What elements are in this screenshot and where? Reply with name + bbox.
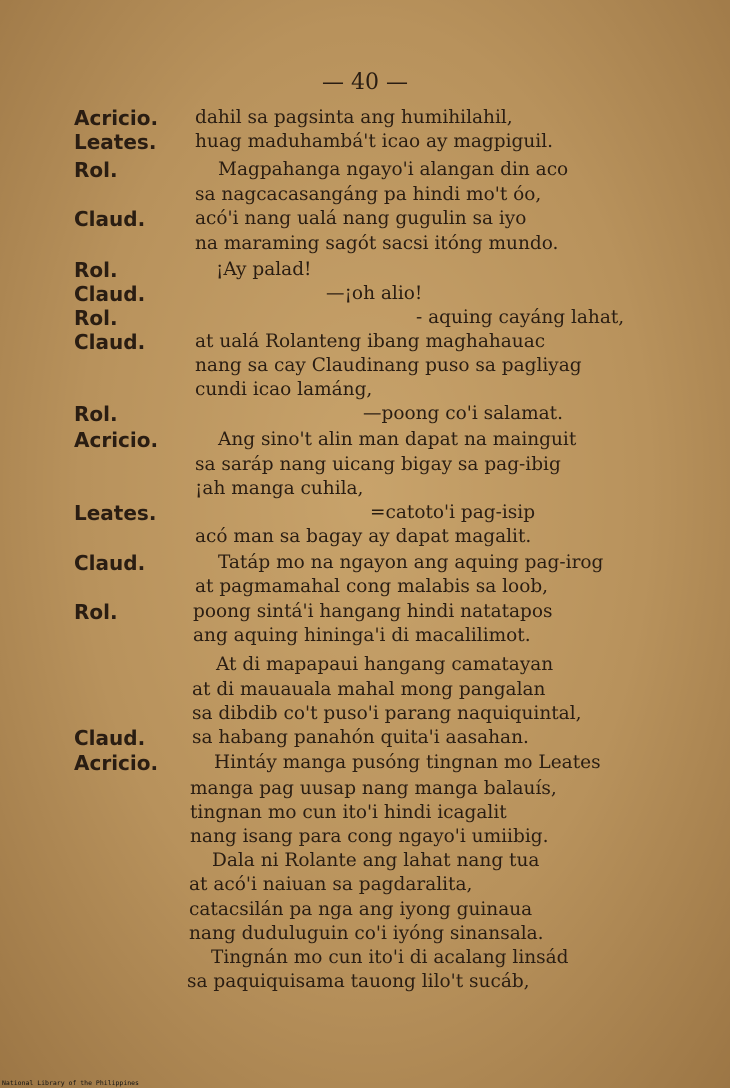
verse-text: At di mapapaui hangang camatayan xyxy=(216,654,554,675)
speaker-name: Rol. xyxy=(74,600,118,624)
verse-text: nang isang para cong ngayo'i umiibig. xyxy=(190,826,549,847)
dialogue-line xyxy=(0,600,730,624)
verse-text: at ualá Rolanteng ibang maghahauac xyxy=(195,331,546,352)
dialogue-line xyxy=(0,726,730,750)
dialogue-line xyxy=(0,551,730,575)
speaker-name: Claud. xyxy=(74,282,146,306)
verse-text: at acó'i naiuan sa pagdaralita, xyxy=(189,874,473,895)
dialogue-line xyxy=(0,258,730,282)
verse-text: ¡ah manga cuhila, xyxy=(195,478,364,499)
dialogue-line xyxy=(0,158,730,182)
dialogue-line xyxy=(0,106,730,130)
dialogue-line xyxy=(0,428,730,452)
speaker-name: Acricio. xyxy=(74,751,159,775)
dialogue-line xyxy=(0,306,730,330)
page-number: — 40 — xyxy=(322,70,408,95)
dialogue-line xyxy=(0,282,730,306)
verse-text: sa paquiquisama tauong lilo't sucáb, xyxy=(187,971,530,992)
speaker-name: Acricio. xyxy=(74,106,159,130)
verse-text: Ang sino't alin man dapat na mainguit xyxy=(218,429,577,450)
dialogue-line xyxy=(0,183,730,207)
speaker-name: Claud. xyxy=(74,330,146,354)
verse-text: sa dibdib co't puso'i parang naquiquintal, xyxy=(192,703,582,724)
verse-text: catacsilán pa nga ang iyong guinaua xyxy=(189,899,533,920)
dialogue-line xyxy=(0,330,730,354)
verse-text: sa saráp nang uicang bigay sa pag-ibig xyxy=(195,454,561,475)
dialogue-line xyxy=(0,378,730,402)
verse-text: ¡Ay palad! xyxy=(216,259,312,280)
dialogue-line xyxy=(0,354,730,378)
verse-text: poong sintá'i hangang hindi natatapos xyxy=(193,601,553,622)
library-footer: National Library of the Philippines xyxy=(2,1079,139,1087)
verse-text: sa nagcacasangáng pa hindi mo't óo, xyxy=(195,184,542,205)
verse-text: Tatáp mo na ngayon ang aquing pag-irog xyxy=(218,552,604,573)
verse-text: sa habang panahón quita'i aasahan. xyxy=(192,727,529,748)
speaker-name: Claud. xyxy=(74,726,146,750)
dialogue-line xyxy=(0,946,730,970)
verse-text: Magpahanga ngayo'i alangan din aco xyxy=(218,159,569,180)
dialogue-line xyxy=(0,575,730,599)
speaker-name: Rol. xyxy=(74,258,118,282)
speaker-name: Rol. xyxy=(74,158,118,182)
dialogue-line xyxy=(0,849,730,873)
dialogue-line xyxy=(0,402,730,426)
verse-text: nang sa cay Claudinang puso sa pagliyag xyxy=(195,355,582,376)
dialogue-line xyxy=(0,678,730,702)
verse-text: - aquing cayáng lahat, xyxy=(416,307,625,328)
dialogue-line xyxy=(0,751,730,775)
dialogue-line xyxy=(0,922,730,946)
verse-text: nang duduluguin co'i iyóng sinansala. xyxy=(189,923,544,944)
dialogue-line xyxy=(0,624,730,648)
dialogue-line xyxy=(0,825,730,849)
verse-text: dahil sa pagsinta ang humihilahil, xyxy=(195,107,513,128)
dialogue-line xyxy=(0,525,730,549)
dialogue-line xyxy=(0,873,730,897)
dialogue-line xyxy=(0,898,730,922)
dialogue-line xyxy=(0,501,730,525)
verse-text: acó man sa bagay ay dapat magalit. xyxy=(195,526,532,547)
speaker-name: Leates. xyxy=(74,130,157,154)
dialogue-line xyxy=(0,801,730,825)
dialogue-line xyxy=(0,477,730,501)
speaker-name: Rol. xyxy=(74,402,118,426)
verse-text: at di mauauala mahal mong pangalan xyxy=(192,679,546,700)
verse-text: cundi icao lamáng, xyxy=(195,379,373,400)
dialogue-line xyxy=(0,130,730,154)
verse-text: acó'i nang ualá nang gugulin sa iyo xyxy=(195,208,527,229)
speaker-name: Leates. xyxy=(74,501,157,525)
dialogue-line xyxy=(0,777,730,801)
speaker-name: Claud. xyxy=(74,207,146,231)
dialogue-line xyxy=(0,970,730,994)
dialogue-line xyxy=(0,453,730,477)
verse-text: na maraming sagót sacsi itóng mundo. xyxy=(195,233,559,254)
verse-text: Hintáy manga pusóng tingnan mo Leates xyxy=(214,752,601,773)
verse-text: Tingnán mo cun ito'i di acalang linsád xyxy=(211,947,569,968)
dialogue-line xyxy=(0,702,730,726)
verse-text: at pagmamahal cong malabis sa loob, xyxy=(195,576,549,597)
dialogue-line xyxy=(0,207,730,231)
verse-text: manga pag uusap nang manga balauís, xyxy=(190,778,557,799)
verse-text: Dala ni Rolante ang lahat nang tua xyxy=(212,850,540,871)
verse-text: —poong co'i salamat. xyxy=(363,403,563,424)
speaker-name: Acricio. xyxy=(74,428,159,452)
verse-text: ang aquing hininga'i di macalilimot. xyxy=(193,625,531,646)
verse-text: tingnan mo cun ito'i hindi icagalit xyxy=(190,802,507,823)
dialogue-line xyxy=(0,232,730,256)
verse-text: —¡oh alio! xyxy=(326,283,423,304)
speaker-name: Claud. xyxy=(74,551,146,575)
speaker-name: Rol. xyxy=(74,306,118,330)
verse-text: huag maduhambá't icao ay magpiguil. xyxy=(195,131,554,152)
dialogue-line xyxy=(0,653,730,677)
verse-text: =catoto'i pag-isip xyxy=(370,502,536,523)
